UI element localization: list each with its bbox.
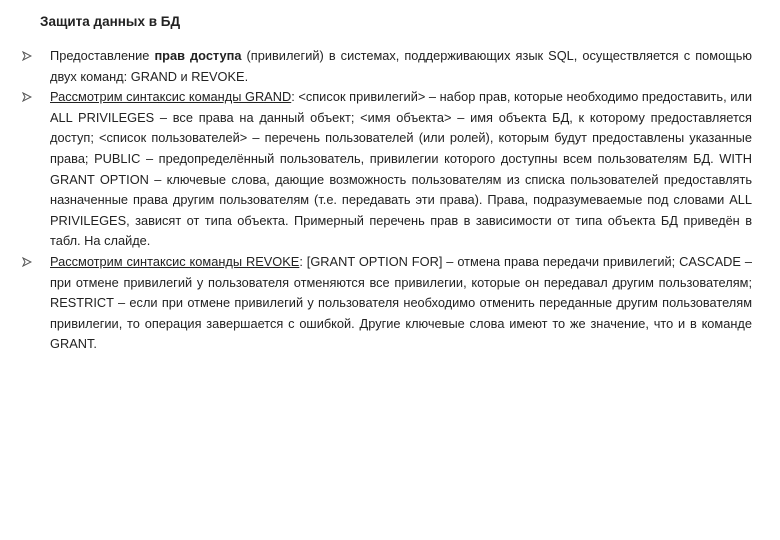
bullet-item-grand <box>50 87 752 252</box>
arrowhead-bullet-icon <box>22 51 32 61</box>
bullet-text-pre: Предоставление <box>50 48 155 63</box>
revoke-syntax-heading: Рассмотрим синтаксис команды REVOKE <box>50 253 300 269</box>
bullet-text-post: (привилегий) в системах, поддерживающих язык SQL, осуществляется с помощью двух команд: GRAND и REVOKE. <box>50 48 752 84</box>
revoke-syntax-text: : [GRANT OPTION FOR] – отмена права передачи привилегий; CASCADE – при отмене привилегий у пользователя отменяются все привилегии, которые он передавал другим пользователям; RESTRICT – если при отмене привилегий у пользователя необходимо отменить переданные другим пользователям привилегии, то операция завершается с ошибкой. Другие ключевые слова имеют то же значение, что и в команде GRANT. <box>50 253 752 352</box>
grand-syntax-heading: Рассмотрим синтаксис команды GRAND <box>50 89 292 105</box>
bullet-item-revoke <box>50 252 752 355</box>
bullet-list <box>0 46 780 355</box>
arrowhead-bullet-icon <box>22 257 32 267</box>
arrowhead-bullet-icon <box>22 92 32 102</box>
bullet-item-privileges <box>50 46 752 87</box>
grand-syntax-text: : <список привилегий> – набор прав, которые необходимо предоставить, или ALL PRIVILEGES – все права на данный объект; <имя объекта> – имя объекта БД, к которому предоставляется доступ; <список пользователей> – перечень пользователей (или ролей), которым будут предоставлены указанные права; PUBLIC – предопределённый пользователь, привилегии которого доступны всем пользователям БД. WITH GRANT OPTION – ключевые слова, дающие возможность пользователям из списка пользователей предоставлять назначенные права другим пользователям (т.е. передавать эти права). Права, подразумеваемые под словами ALL PRIVILEGES, зависят от типа объекта. Примерный перечень прав в зависимости от типа объекта БД приведён в табл. На слайде. <box>50 89 752 249</box>
bullet-text-bold: прав доступа <box>154 48 242 63</box>
slide-title: Защита данных в БД <box>40 14 181 29</box>
